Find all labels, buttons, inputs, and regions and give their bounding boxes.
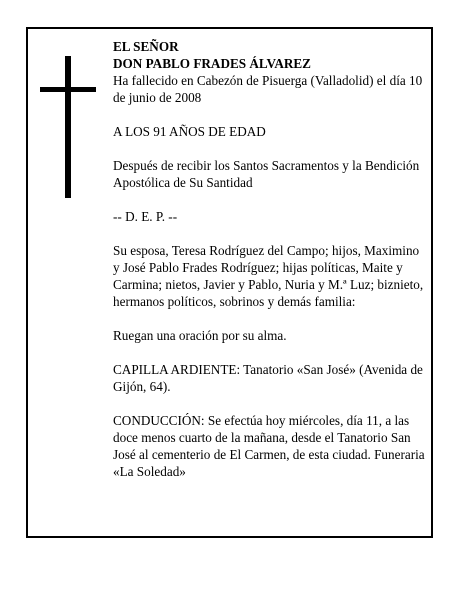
rip-line: -- D. E. P. -- [113, 209, 178, 224]
family-line: Su esposa, Teresa Rodríguez del Campo; hijos, Maximino y José Pablo Frades Rodríguez; hijas políticas, Maite y Carmina; nietos, Javier y Pablo, Nuria y M.ª Luz; biznieto, hermanos políticos, sobrinos y demás familia: [113, 243, 424, 309]
procession-line: CONDUCCIÓN: Se efectúa hoy miércoles, día 11, a las doce menos cuarto de la mañana, desde el Tanatorio San José al cementerio de El Carmen, de esta ciudad. Funeraria «La Soledad» [113, 413, 425, 479]
sacraments-line: Después de recibir los Santos Sacramentos y la Bendición Apostólica de Su Santidad [113, 158, 420, 190]
obituary-header [113, 38, 427, 106]
age-line: A LOS 91 AÑOS DE EDAD [113, 124, 266, 139]
cross-icon [65, 56, 71, 198]
obituary-card [26, 27, 433, 538]
deceased-name: DON PABLO FRADES ÁLVAREZ [113, 56, 311, 71]
chapel-line: CAPILLA ARDIENTE: Tanatorio «San José» (Avenida de Gijón, 64). [113, 362, 423, 394]
obituary-text [113, 38, 427, 497]
death-info: Ha fallecido en Cabezón de Pisuerga (Valladolid) el día 10 de junio de 2008 [113, 73, 423, 105]
cross-icon-bar [40, 87, 96, 92]
prayer-line: Ruegan una oración por su alma. [113, 328, 287, 343]
title-line-1: EL SEÑOR [113, 39, 179, 54]
